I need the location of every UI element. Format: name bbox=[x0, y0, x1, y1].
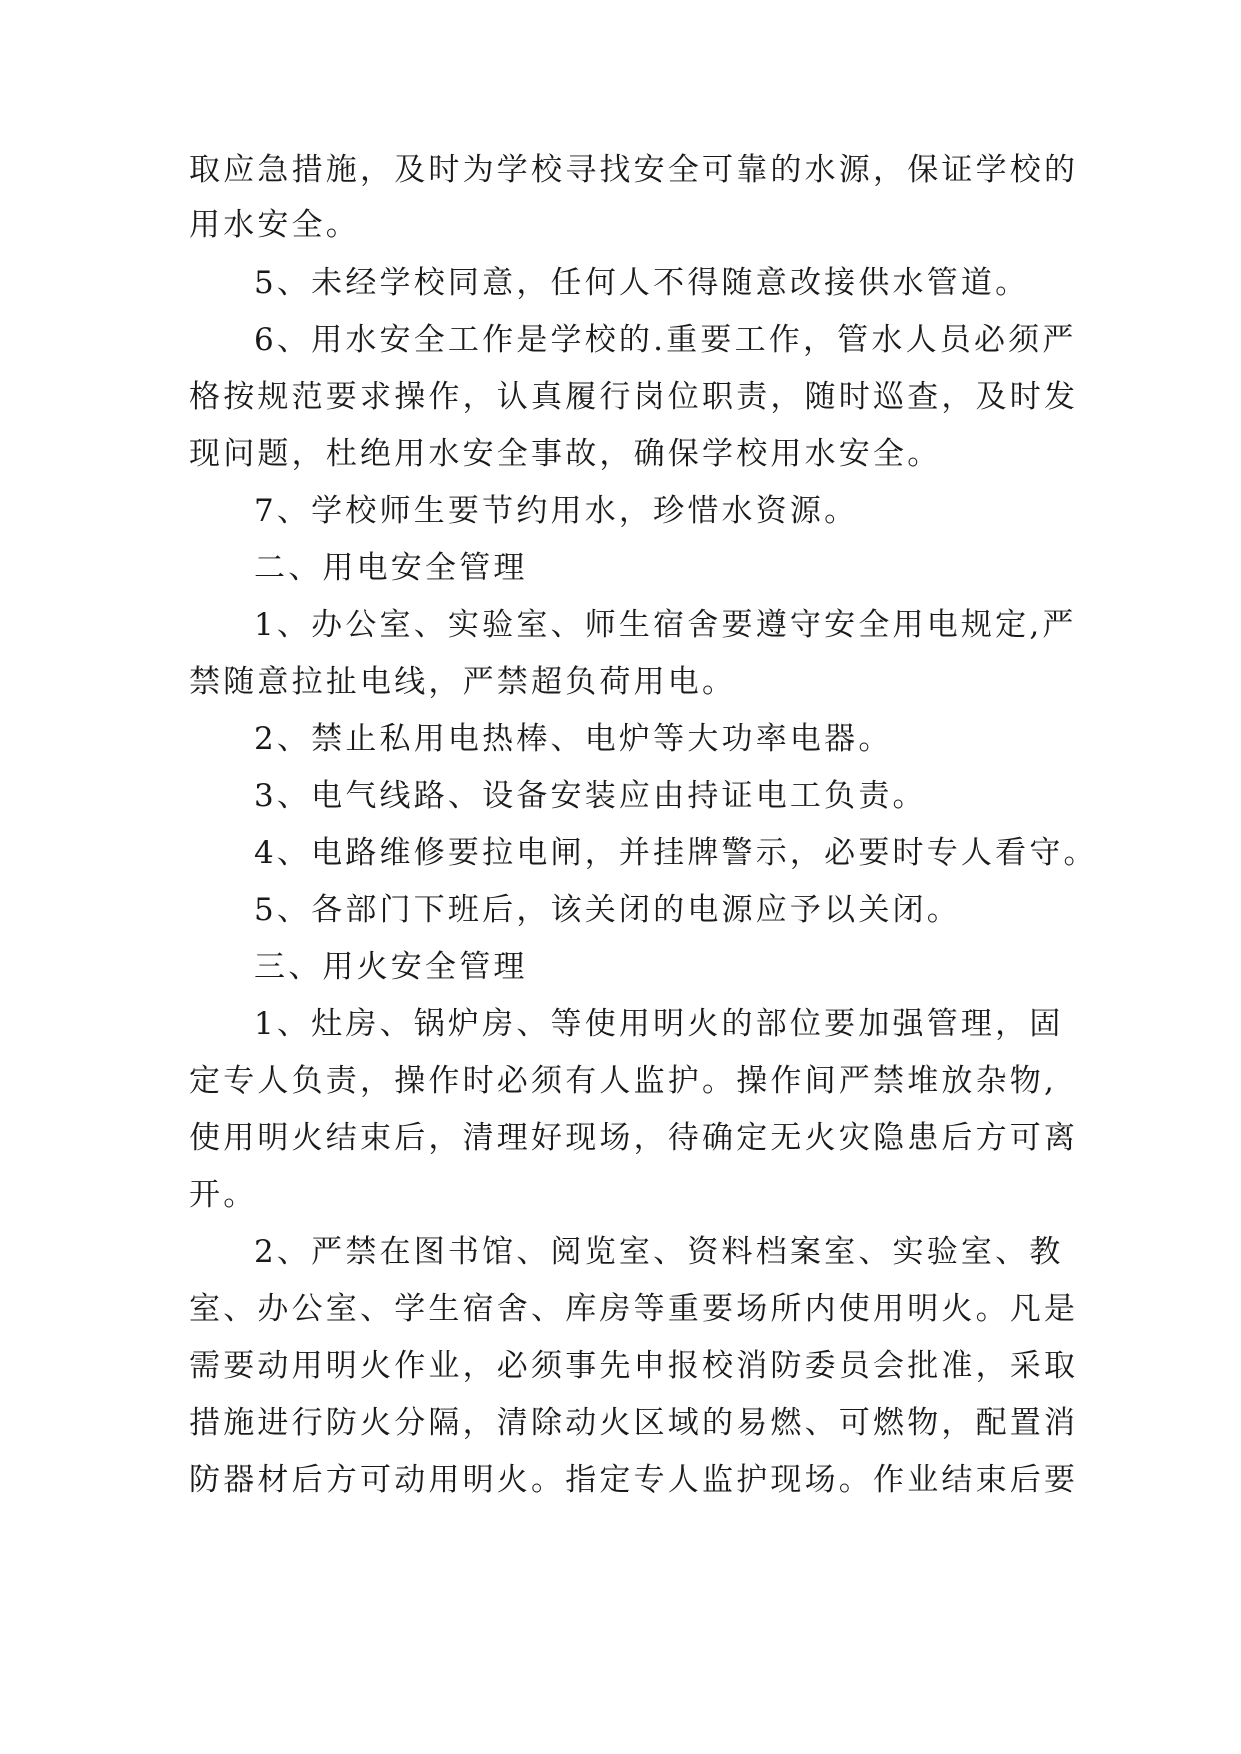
text-line: 1、灶房、锅炉房、等使用明火的部位要加强管理，固 bbox=[254, 1006, 1064, 1042]
text-line: 定专人负责，操作时必须有人监护。操作间严禁堆放杂物, bbox=[189, 1063, 1058, 1099]
text-line: 防器材后方可动用明火。指定专人监护现场。作业结束后要 bbox=[189, 1462, 1079, 1498]
text-line: 2、禁止私用电热棒、电炉等大功率电器。 bbox=[254, 721, 893, 757]
text-line: 现问题，杜绝用水安全事故，确保学校用水安全。 bbox=[189, 436, 942, 472]
text-line: 用水安全。 bbox=[189, 207, 360, 243]
text-line: 开。 bbox=[189, 1177, 258, 1213]
text-line: 禁随意拉扯电线，严禁超负荷用电。 bbox=[189, 664, 737, 700]
text-line: 7、学校师生要节约用水，珍惜水资源。 bbox=[254, 493, 859, 529]
text-line: 取应急措施，及时为学校寻找安全可靠的水源，保证学校的 bbox=[189, 152, 1079, 188]
text-line: 1、办公室、实验室、师生宿舍要遵守安全用电规定,严 bbox=[254, 607, 1077, 643]
text-line: 5、各部门下班后，该关闭的电源应予以关闭。 bbox=[254, 892, 961, 928]
text-line: 2、严禁在图书馆、阅览室、资料档案室、实验室、教 bbox=[254, 1234, 1064, 1270]
text-line: 6、用水安全工作是学校的.重要工作，管水人员必须严 bbox=[254, 322, 1077, 358]
text-line: 3、电气线路、设备安装应由持证电工负责。 bbox=[254, 778, 927, 814]
text-line: 格按规范要求操作，认真履行岗位职责，随时巡查，及时发 bbox=[189, 379, 1079, 415]
text-line: 需要动用明火作业，必须事先申报校消防委员会批准，采取 bbox=[189, 1348, 1079, 1384]
section-heading: 三、用火安全管理 bbox=[254, 949, 528, 985]
text-line: 使用明火结束后，清理好现场，待确定无火灾隐患后方可离 bbox=[189, 1120, 1079, 1156]
text-line: 措施进行防火分隔，清除动火区域的易燃、可燃物，配置消 bbox=[189, 1405, 1079, 1441]
text-line: 室、办公室、学生宿舍、库房等重要场所内使用明火。凡是 bbox=[189, 1291, 1079, 1327]
text-line: 5、未经学校同意，任何人不得随意改接供水管道。 bbox=[254, 265, 1030, 301]
text-line: 4、电路维修要拉电闸，并挂牌警示，必要时专人看守。 bbox=[254, 835, 1098, 871]
section-heading: 二、用电安全管理 bbox=[254, 550, 528, 586]
